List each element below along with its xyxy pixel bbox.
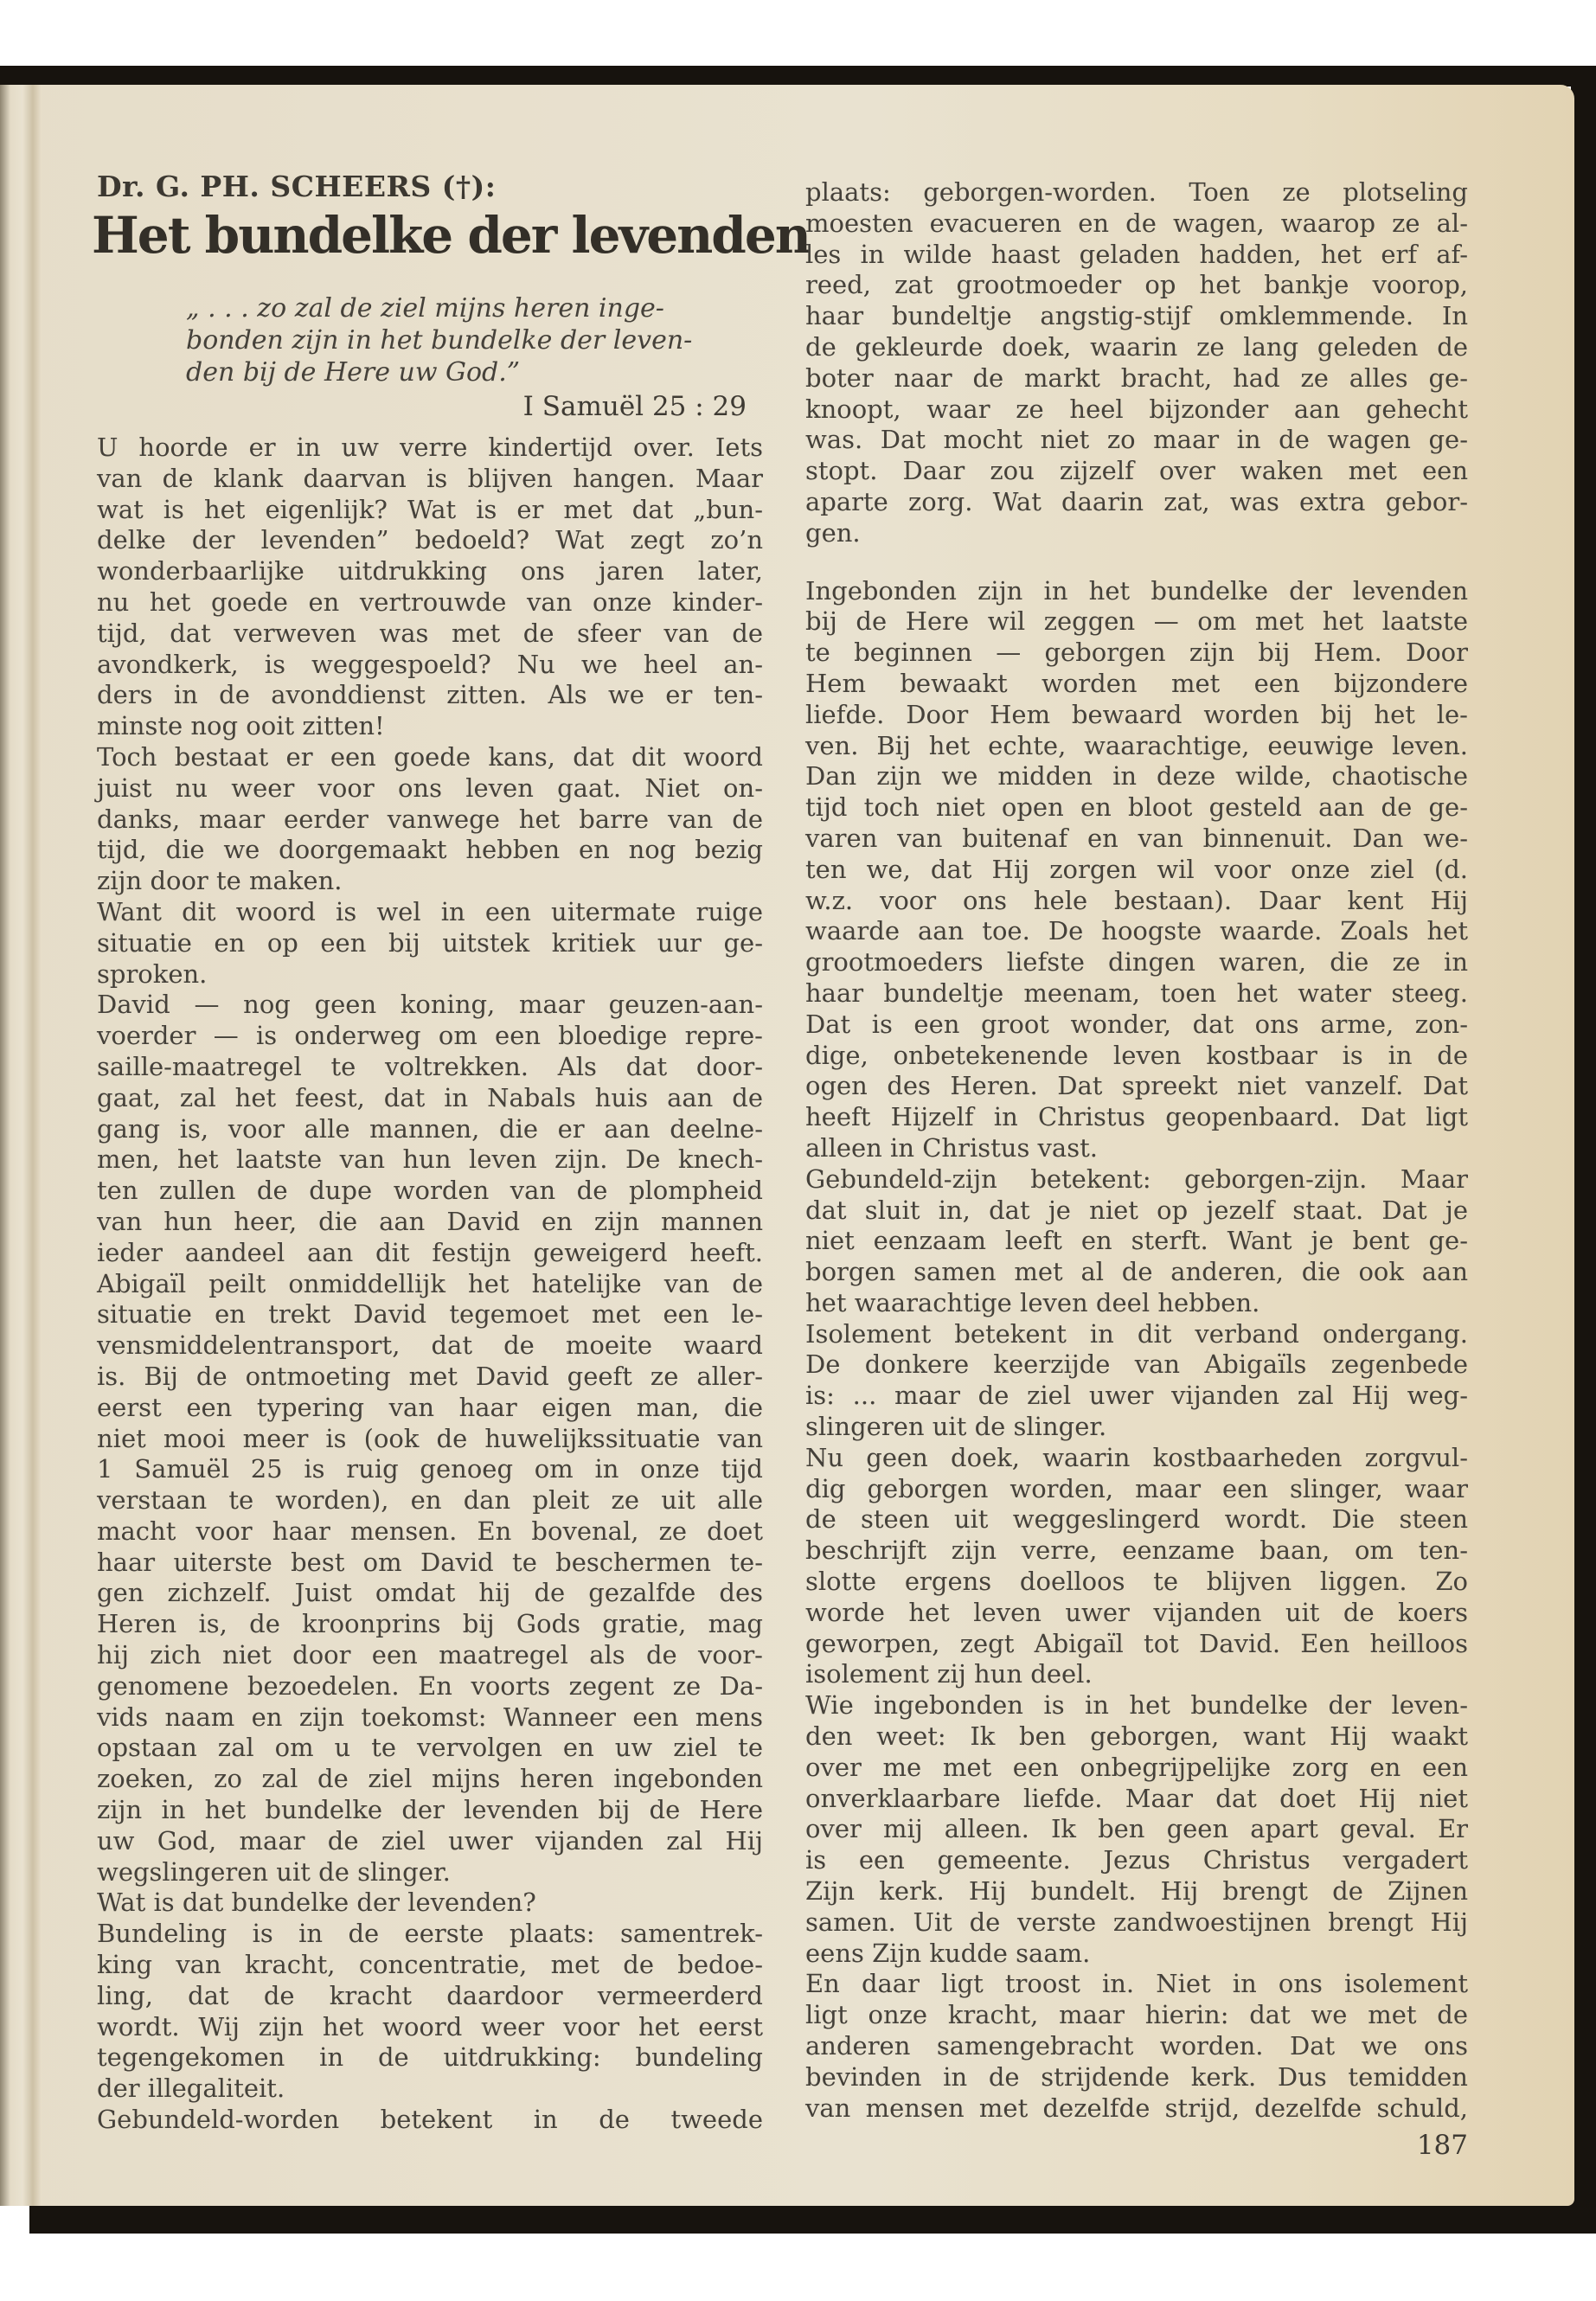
- text-line: ven. Bij het echte, waarachtige, eeuwige leven.: [805, 730, 1468, 760]
- text-line: U hoorde er in uw verre kindertijd over. Iets: [97, 433, 763, 462]
- text-line: Heren is, de kroonprins bij Gods gratie, mag: [97, 1609, 763, 1639]
- text-line: Dat is een groot wonder, dat ons arme, zon-: [805, 1009, 1468, 1039]
- text-line: hij zich niet door een maatregel als de voor-: [97, 1640, 763, 1670]
- text-line: ten we, dat Hij zorgen wil voor onze ziel (d.: [805, 854, 1468, 884]
- text-line: grootmoeders liefste dingen waren, die ze in: [805, 947, 1468, 977]
- text-line: genomene bezoedelen. En voorts zegent ze Da-: [97, 1670, 763, 1701]
- text-line: Wie ingebonden is in het bundelke der leven-: [805, 1690, 1468, 1721]
- text-column-left: [97, 433, 763, 2136]
- text-line: samen. Uit de verste zandwoestijnen brengt Hij: [805, 1907, 1468, 1937]
- text-line: aparte zorg. Wat daarin zat, was extra gebor-: [805, 486, 1468, 516]
- text-line: saille-maatregel te voltrekken. Als dat door-: [97, 1051, 763, 1081]
- text-line: De donkere keerzijde van Abigaïls zegenbede: [805, 1349, 1468, 1380]
- text-line: bevinden in de strijdende kerk. Dus temidden: [805, 2061, 1468, 2092]
- text-line: Zijn kerk. Hij bundelt. Hij brengt de Zijnen: [805, 1876, 1468, 1907]
- text-line: wat is het eigenlijk? Wat is er met dat „bun-: [97, 494, 763, 524]
- text-line: tijd, die we doorgemaakt hebben en nog bezig: [97, 835, 763, 865]
- text-line: eerst een typering van haar eigen man, die: [97, 1392, 763, 1422]
- text-line: Want dit woord is wel in een uitermate ruige: [97, 896, 763, 926]
- text-line: bonden zijn in het bundelke der leven-: [186, 325, 693, 356]
- text-line: wordt. Wij zijn het woord weer voor het eerst: [97, 2011, 763, 2041]
- paragraph: [805, 576, 1468, 1164]
- text-line: juist nu weer voor ons leven gaat. Niet on-: [97, 772, 763, 803]
- paragraph: [805, 1164, 1468, 1319]
- text-line: ders in de avonddienst zitten. Als we er ten-: [97, 680, 763, 710]
- text-line: van hun heer, die aan David en zijn mannen: [97, 1206, 763, 1236]
- text-line: den weet: Ik ben geborgen, want Hij waakt: [805, 1721, 1468, 1752]
- text-line: avondkerk, is weggespoeld? Nu we heel an-: [97, 649, 763, 679]
- text-line: David — nog geen koning, maar geuzen-aan-: [97, 990, 763, 1020]
- paragraph: [97, 2105, 763, 2136]
- text-line: is. Bij de ontmoeting met David geeft ze aller-: [97, 1361, 763, 1391]
- text-line: alleen in Christus vast.: [805, 1132, 1098, 1163]
- text-line: is een gemeente. Jezus Christus vergadert: [805, 1845, 1468, 1875]
- text-line: niet mooi meer is (ook de huwelijkssituatie van: [97, 1423, 763, 1453]
- scan-edge-right: [1571, 67, 1596, 2234]
- text-column-right: [805, 177, 1468, 2124]
- text-line: beschrijft zijn verre, eenzame baan, om ten-: [805, 1535, 1468, 1566]
- paragraph: [805, 1690, 1468, 1969]
- text-line: dig geborgen worden, maar een slinger, waar: [805, 1473, 1468, 1503]
- text-line: gen zichzelf. Juist omdat hij de gezalfde des: [97, 1578, 763, 1608]
- text-line: ogen des Heren. Dat spreekt niet vanzelf. Dat: [805, 1071, 1468, 1101]
- text-line: tegengekomen in de uitdrukking: bundeling: [97, 2042, 763, 2073]
- text-line: van de klank daarvan is blijven hangen. Maar: [97, 463, 763, 493]
- text-line: En daar ligt troost in. Niet in ons isolement: [805, 1969, 1468, 1999]
- text-line: over me met een onbegrijpelijke zorg en een: [805, 1752, 1468, 1782]
- text-line: te beginnen — geborgen zijn bij Hem. Door: [805, 638, 1468, 668]
- text-line: onverklaarbare liefde. Maar dat doet Hij niet: [805, 1783, 1468, 1813]
- text-line: Isolement betekent in dit verband ondergang.: [805, 1318, 1468, 1349]
- text-line: was. Dat mocht niet zo maar in de wagen ge-: [805, 425, 1468, 455]
- text-line: de steen uit weggeslingerd wordt. Die steen: [805, 1504, 1468, 1535]
- text-line: dat sluit in, dat je niet op jezelf staat. Dat je: [805, 1195, 1468, 1225]
- text-line: ling, dat de kracht daardoor vermeerderd: [97, 1980, 763, 2010]
- text-line: stopt. Daar zou zijzelf over waken met een: [805, 456, 1468, 486]
- text-line: Nu geen doek, waarin kostbaarheden zorgvul-: [805, 1442, 1468, 1472]
- text-line: gang is, voor alle mannen, die er aan deelne-: [97, 1113, 763, 1144]
- text-line: slotte ergens doelloos te blijven liggen. Zo: [805, 1567, 1468, 1597]
- text-line: les in wilde haast geladen hadden, het erf af-: [805, 239, 1468, 269]
- text-line: Hem bewaakt worden met een bijzondere: [805, 668, 1468, 698]
- text-line: het waarachtige leven deel hebben.: [805, 1287, 1260, 1317]
- text-line: bij de Here wil zeggen — om met het laatste: [805, 606, 1468, 637]
- text-line: tijd toch niet open en bloot gesteld aan de ge-: [805, 792, 1468, 823]
- text-line: isolement zij hun deel.: [805, 1659, 1093, 1689]
- text-line: varen van buitenaf en van binnenuit. Dan we-: [805, 823, 1468, 853]
- paragraph: [805, 1969, 1468, 2124]
- text-line: zoeken, zo zal de ziel mijns heren ingebonden: [97, 1764, 763, 1794]
- text-line: sproken.: [97, 958, 208, 989]
- page-gutter-shadow: [0, 85, 42, 2206]
- scripture-reference: I Samuël 25 : 29: [522, 391, 747, 422]
- text-line: wonderbaarlijke uitdrukking ons jaren later,: [97, 556, 763, 586]
- text-line: Abigaïl peilt onmiddellijk het hatelijke van de: [97, 1268, 763, 1298]
- text-line: zijn door te maken.: [97, 866, 343, 896]
- paragraph: [97, 433, 763, 742]
- text-line: haar bundeltje meenam, toen het water steeg.: [805, 977, 1468, 1008]
- text-line: Bundeling is in de eerste plaats: samentrek-: [97, 1919, 763, 1949]
- page-number: 187: [1416, 2130, 1468, 2161]
- text-line: borgen samen met al de anderen, die ook aan: [805, 1257, 1468, 1287]
- text-line: waarde aan toe. De hoogste waarde. Zoals het: [805, 916, 1468, 946]
- text-line: zijn in het bundelke der levenden bij de Here: [97, 1795, 763, 1825]
- text-line: reed, zat grootmoeder op het bankje voorop,: [805, 270, 1468, 300]
- text-line: haar uiterste best om David te beschermen te-: [97, 1547, 763, 1577]
- paragraph: [97, 897, 763, 990]
- text-line: wegslingeren uit de slinger.: [97, 1856, 451, 1887]
- text-line: ieder aandeel aan dit festijn geweigerd heeft.: [97, 1237, 763, 1267]
- text-line: is: ... maar de ziel uwer vijanden zal Hij weg-: [805, 1381, 1468, 1411]
- text-line: vensmiddelentransport, dat de moeite waard: [97, 1330, 763, 1361]
- text-line: Ingebonden zijn in het bundelke der levenden: [805, 575, 1468, 606]
- text-line: king van kracht, concentratie, met de bedoe-: [97, 1950, 763, 1980]
- text-line: slingeren uit de slinger.: [805, 1412, 1107, 1442]
- text-line: gen.: [805, 517, 861, 548]
- text-line: w.z. voor ons hele bestaan). Daar kent Hij: [805, 885, 1468, 915]
- text-line: situatie en op een bij uitstek kritiek uur ge-: [97, 927, 763, 958]
- text-line: voerder — is onderweg om een bloedige repre-: [97, 1021, 763, 1051]
- text-line: den bij de Here uw God.”: [186, 357, 521, 388]
- text-line: dige, onbetekenende leven kostbaar is in de: [805, 1040, 1468, 1070]
- paragraph: [805, 1319, 1468, 1443]
- text-line: ten zullen de dupe worden van de plompheid: [97, 1176, 763, 1206]
- text-line: tijd, dat verweven was met de sfeer van de: [97, 618, 763, 648]
- text-line: der illegaliteit.: [97, 2073, 285, 2104]
- text-line: geworpen, zegt Abigaïl tot David. Een heilloos: [805, 1628, 1468, 1658]
- paragraph: [97, 1888, 763, 1919]
- text-line: worde het leven uwer vijanden uit de koers: [805, 1597, 1468, 1627]
- text-line: niet eenzaam leeft en sterft. Want je bent ge-: [805, 1226, 1468, 1256]
- text-line: opstaan zal om u te vervolgen en uw ziel te: [97, 1733, 763, 1763]
- text-line: liefde. Door Hem bewaard worden bij het le-: [805, 699, 1468, 729]
- paragraph: [805, 177, 1468, 549]
- text-line: „ . . . zo zal de ziel mijns heren inge-: [186, 293, 664, 324]
- text-line: van mensen met dezelfde strijd, dezelfde schuld,: [805, 2093, 1468, 2123]
- scan-edge-top: [0, 66, 1596, 87]
- text-line: 1 Samuël 25 is ruig genoeg om in onze tijd: [97, 1454, 763, 1484]
- text-line: moesten evacueren en de wagen, waarop ze al-: [805, 208, 1468, 238]
- text-line: vids naam en zijn toekomst: Wanneer een mens: [97, 1702, 763, 1732]
- text-line: gaat, zal het feest, dat in Nabals huis aan de: [97, 1082, 763, 1112]
- text-line: over mij alleen. Ik ben geen apart geval. Er: [805, 1814, 1468, 1844]
- text-line: minste nog ooit zitten!: [97, 711, 385, 741]
- text-line: ligt onze kracht, maar hierin: dat we met de: [805, 2000, 1468, 2030]
- text-line: macht voor haar mensen. En bovenal, ze doet: [97, 1516, 763, 1546]
- text-line: Dan zijn we midden in deze wilde, chaotische: [805, 761, 1468, 792]
- text-line: delke der levenden” bedoeld? Wat zegt zo’n: [97, 525, 763, 555]
- text-line: eens Zijn kudde saam.: [805, 1938, 1091, 1968]
- text-line: Wat is dat bundelke der levenden?: [97, 1888, 536, 1918]
- text-line: nu het goede en vertrouwde van onze kinder-: [97, 586, 763, 617]
- text-line: uw God, maar de ziel uwer vijanden zal Hij: [97, 1825, 763, 1856]
- text-line: danks, maar eerder vanwege het barre van de: [97, 804, 763, 834]
- paragraph: [186, 292, 748, 388]
- paragraph: [805, 1443, 1468, 1690]
- text-line: Gebundeld-zijn betekent: geborgen-zijn. Maar: [805, 1163, 1468, 1194]
- text-line: haar bundeltje angstig-stijf omklemmende. In: [805, 301, 1468, 331]
- text-line: knoopt, waar ze heel bijzonder aan gehecht: [805, 394, 1468, 424]
- text-line: anderen samengebracht worden. Dat we ons: [805, 2031, 1468, 2061]
- text-line: heeft Hijzelf in Christus geopenbaard. Dat ligt: [805, 1102, 1468, 1132]
- author-line: Dr. G. PH. SCHEERS (†):: [97, 170, 497, 203]
- text-line: plaats: geborgen-worden. Toen ze plotseling: [805, 177, 1468, 207]
- paragraph: [97, 990, 763, 1888]
- text-line: situatie en trekt David tegemoet met een le-: [97, 1299, 763, 1330]
- text-line: boter naar de markt bracht, had ze alles ge-: [805, 362, 1468, 393]
- text-line: verstaan te worden), en dan pleit ze uit alle: [97, 1485, 763, 1516]
- text-line: Toch bestaat er een goede kans, dat dit woord: [97, 741, 763, 772]
- article-title: Het bundelke der levenden: [92, 206, 810, 265]
- scripture-quote: [186, 292, 748, 388]
- paragraph: [97, 1919, 763, 2105]
- text-line: men, het laatste van hun leven zijn. De knech-: [97, 1144, 763, 1175]
- text-line: Gebundeld-worden betekent in de tweede: [97, 2105, 763, 2135]
- paragraph: [97, 742, 763, 897]
- text-line: de gekleurde doek, waarin ze lang geleden de: [805, 331, 1468, 362]
